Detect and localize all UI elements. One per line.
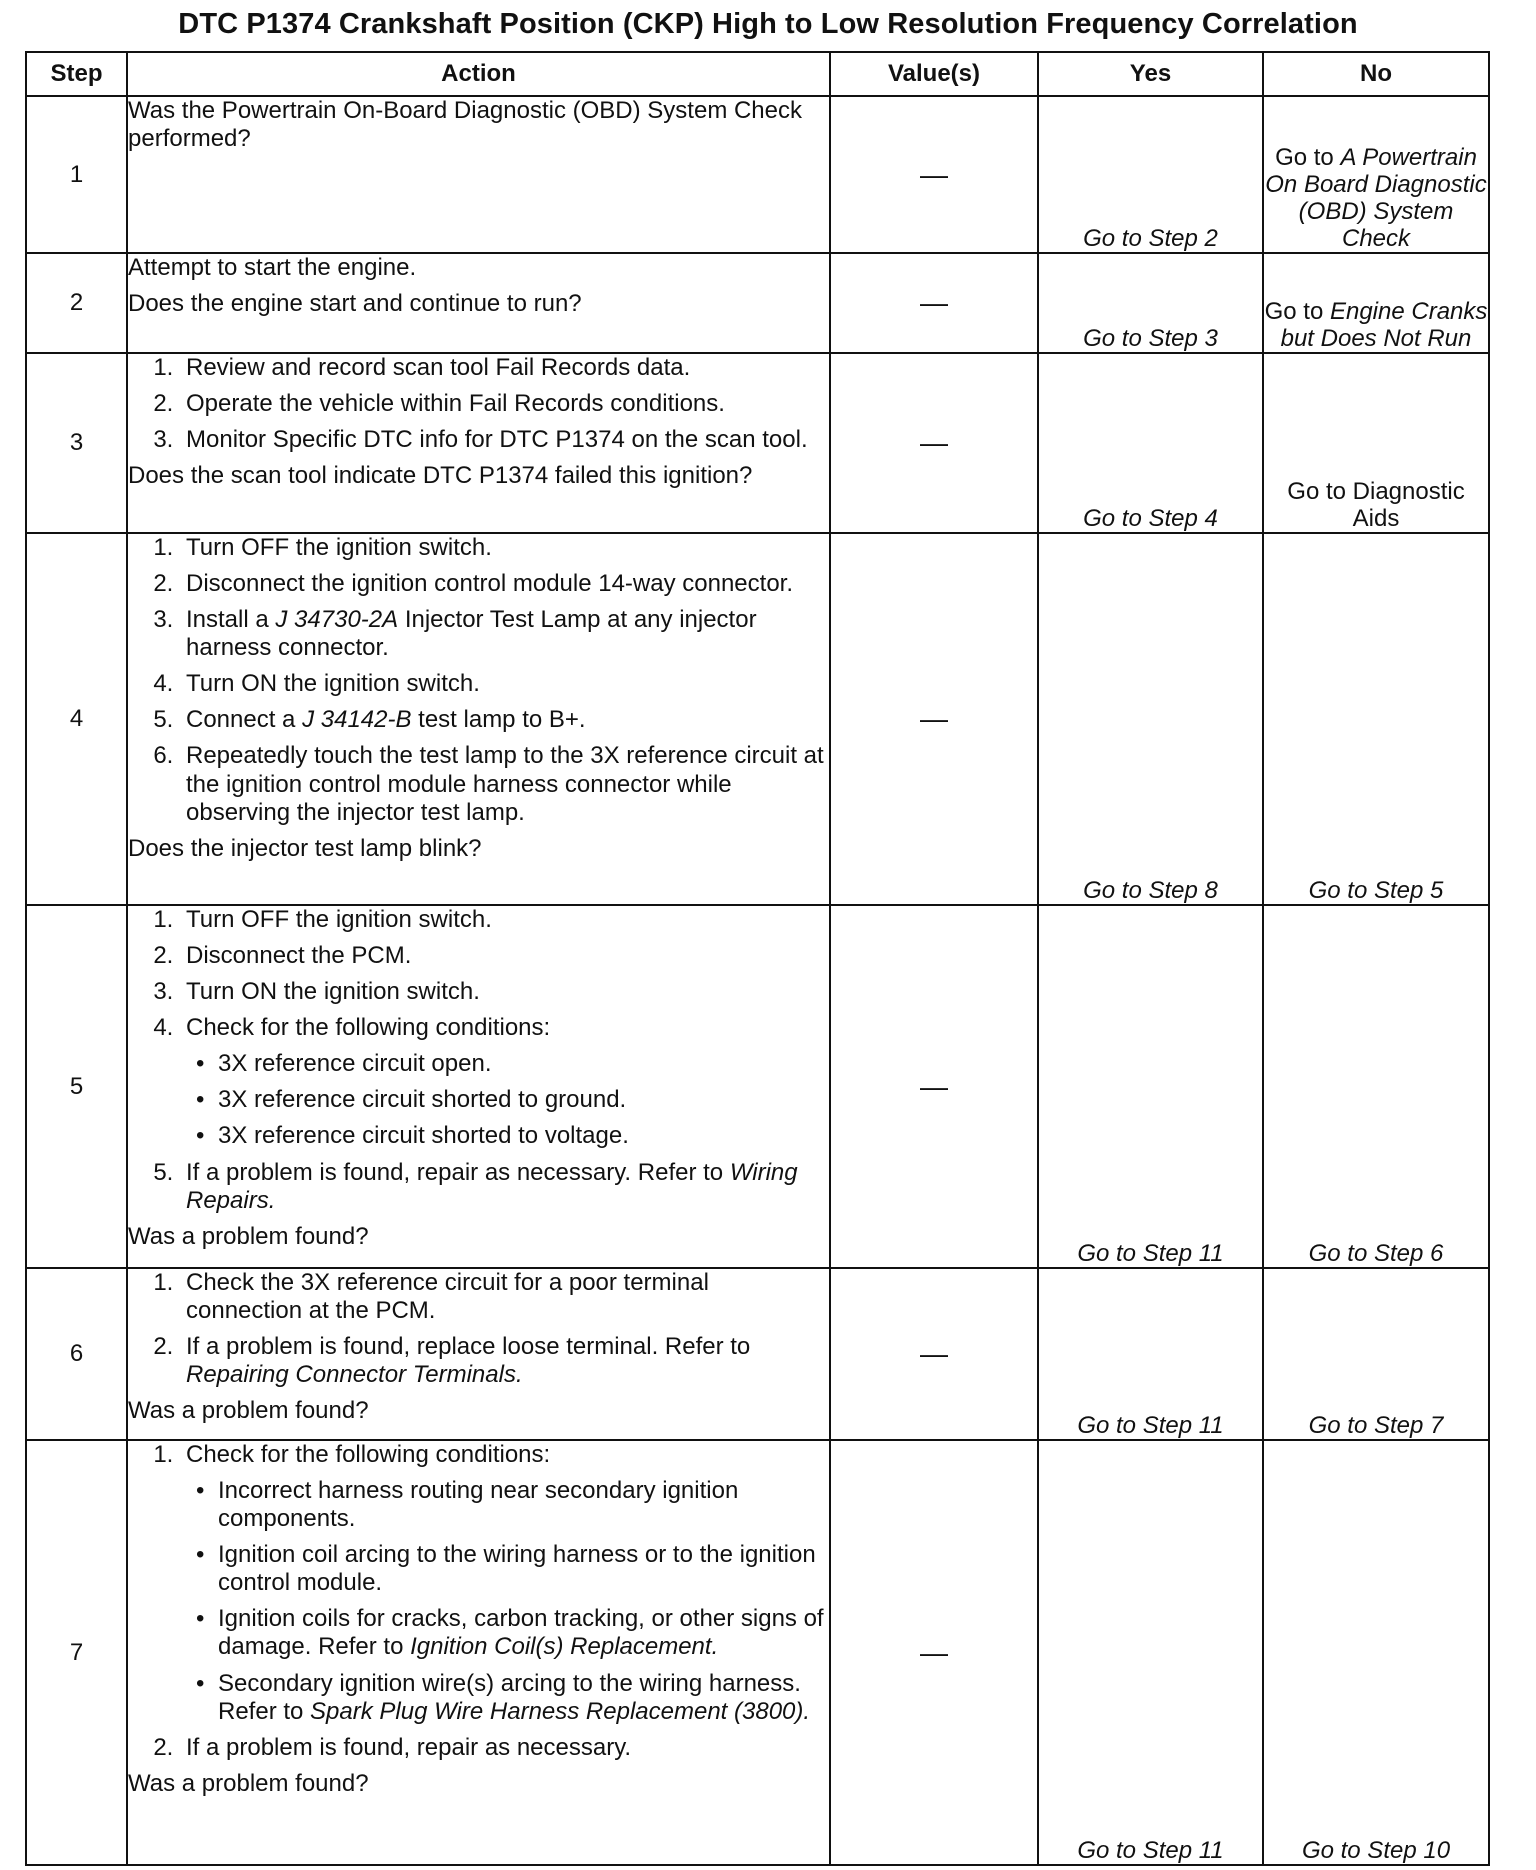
action-cell <box>127 533 830 905</box>
yes-cell: Go to Step 11 <box>1038 1440 1263 1865</box>
no-cell <box>1263 96 1489 253</box>
condition-item: • Ignition coil arcing to the wiring harness or to the ignition control module. <box>218 1541 829 1597</box>
doc-reference: Spark Plug Wire Harness Replacement (3800). <box>310 1697 811 1725</box>
item-text: Ignition coils for cracks, carbon tracking, or other signs of damage. Refer to <box>218 1605 824 1661</box>
diagnostic-table <box>25 51 1490 1866</box>
value-cell: — <box>830 1268 1038 1440</box>
action-cell <box>127 905 830 1268</box>
page-title: DTC P1374 Crankshaft Position (CKP) High to Low Resolution Frequency Correlation <box>178 8 1358 40</box>
action-question: Was a problem found? <box>128 1397 369 1425</box>
yes-cell: Go to Step 3 <box>1038 253 1263 353</box>
no-cell: Go to Step 7 <box>1263 1268 1489 1440</box>
action-list <box>128 534 829 827</box>
action-item: 6. Repeatedly touch the test lamp to the 3X reference circuit at the ignition control module harness connector while observing the injector test lamp. <box>180 742 829 826</box>
action-question: Was the Powertrain On-Board Diagnostic (OBD) System Check performed? <box>128 97 803 153</box>
value-cell: — <box>830 253 1038 353</box>
condition-item <box>218 1605 829 1661</box>
action-list <box>128 1269 829 1389</box>
item-text: Check for the following conditions: <box>186 1441 551 1468</box>
no-prefix: Go to <box>1275 143 1334 171</box>
action-item <box>180 1441 829 1726</box>
value-cell: — <box>830 1440 1038 1865</box>
action-question: Does the engine start and continue to run? <box>128 290 582 318</box>
item-text: If a problem is found, repair as necessary. Refer to <box>186 1158 724 1186</box>
step-number: 2 <box>26 253 127 353</box>
step-row-7 <box>26 1440 1489 1865</box>
item-text: Injector Test Lamp at any injector harness connector. <box>186 606 757 662</box>
action-item: 2. If a problem is found, repair as necessary. <box>180 1734 829 1762</box>
action-item: 3. Turn ON the ignition switch. <box>180 978 829 1006</box>
action-item <box>180 1159 829 1215</box>
step-number: 1 <box>26 96 127 253</box>
action-list <box>128 354 829 454</box>
header-action: Action <box>127 52 830 96</box>
yes-cell: Go to Step 2 <box>1038 96 1263 253</box>
action-item <box>180 1333 829 1389</box>
header-yes: Yes <box>1038 52 1263 96</box>
step-row-4 <box>26 533 1489 905</box>
step-row-1 <box>26 96 1489 253</box>
action-question: Does the scan tool indicate DTC P1374 failed this ignition? <box>128 462 753 490</box>
no-reference: Engine Cranks but Does Not Run <box>1280 297 1488 352</box>
condition-item: • 3X reference circuit open. <box>218 1050 829 1078</box>
tool-reference: J 34142-B <box>302 706 412 734</box>
no-cell: Go to Step 5 <box>1263 533 1489 905</box>
condition-list <box>186 1050 829 1150</box>
no-prefix: Go to <box>1264 297 1324 325</box>
yes-cell: Go to Step 4 <box>1038 353 1263 533</box>
no-cell: Go to Diagnostic Aids <box>1263 353 1489 533</box>
value-cell: — <box>830 533 1038 905</box>
action-cell <box>127 253 830 353</box>
header-no: No <box>1263 52 1489 96</box>
item-text: Install a <box>186 606 269 634</box>
step-row-6 <box>26 1268 1489 1440</box>
item-text: Secondary ignition wire(s) arcing to the wiring harness. Refer to <box>218 1669 801 1725</box>
item-text: test lamp to B+. <box>418 706 586 734</box>
no-cell <box>1263 253 1489 353</box>
action-cell <box>127 1268 830 1440</box>
action-instruction: Attempt to start the engine. <box>128 254 417 281</box>
action-list <box>128 1441 829 1762</box>
step-number: 5 <box>26 905 127 1268</box>
action-cell <box>127 96 830 253</box>
condition-item: • Incorrect harness routing near secondary ignition components. <box>218 1477 829 1533</box>
step-number: 7 <box>26 1440 127 1865</box>
step-row-2 <box>26 253 1489 353</box>
action-item <box>180 1014 829 1150</box>
step-number: 3 <box>26 353 127 533</box>
action-item: 4. Turn ON the ignition switch. <box>180 670 829 698</box>
value-cell: — <box>830 96 1038 253</box>
action-item: 1. Review and record scan tool Fail Records data. <box>180 354 829 382</box>
action-question: Was a problem found? <box>128 1769 369 1797</box>
action-item <box>180 606 829 662</box>
no-cell: Go to Step 6 <box>1263 905 1489 1268</box>
tool-reference: J 34730-2A <box>275 606 399 634</box>
step-row-3 <box>26 353 1489 533</box>
action-item: 2. Disconnect the ignition control module 14-way connector. <box>180 570 829 598</box>
condition-item: • 3X reference circuit shorted to ground. <box>218 1086 829 1114</box>
doc-reference: Ignition Coil(s) Replacement. <box>410 1633 719 1661</box>
action-item: 3. Monitor Specific DTC info for DTC P1374 on the scan tool. <box>180 426 829 454</box>
no-cell: Go to Step 10 <box>1263 1440 1489 1865</box>
action-item: 1. Turn OFF the ignition switch. <box>180 534 829 562</box>
action-question: Does the injector test lamp blink? <box>128 834 482 862</box>
action-item: 1. Check the 3X reference circuit for a poor terminal connection at the PCM. <box>180 1269 829 1325</box>
value-cell: — <box>830 353 1038 533</box>
action-cell <box>127 1440 830 1865</box>
yes-cell: Go to Step 8 <box>1038 533 1263 905</box>
item-text: If a problem is found, replace loose terminal. Refer to <box>186 1333 751 1361</box>
action-item <box>180 706 829 734</box>
condition-item: • 3X reference circuit shorted to voltage. <box>218 1122 829 1150</box>
item-text: Check for the following conditions: <box>186 1014 551 1042</box>
action-question: Was a problem found? <box>128 1222 369 1250</box>
yes-cell: Go to Step 11 <box>1038 905 1263 1268</box>
condition-item <box>218 1670 829 1726</box>
condition-list <box>186 1477 829 1726</box>
doc-reference: Repairing Connector Terminals. <box>186 1361 523 1389</box>
doc-reference: Wiring Repairs. <box>186 1158 798 1214</box>
action-item: 1. Turn OFF the ignition switch. <box>180 906 829 934</box>
header-row <box>26 52 1489 96</box>
step-number: 6 <box>26 1268 127 1440</box>
step-row-5 <box>26 905 1489 1268</box>
yes-cell: Go to Step 11 <box>1038 1268 1263 1440</box>
value-cell: — <box>830 905 1038 1268</box>
header-step: Step <box>26 52 127 96</box>
action-item: 2. Disconnect the PCM. <box>180 942 829 970</box>
header-value: Value(s) <box>830 52 1038 96</box>
item-text: Connect a <box>186 706 296 734</box>
action-cell <box>127 353 830 533</box>
step-number: 4 <box>26 533 127 905</box>
no-reference: A Powertrain On Board Diagnostic (OBD) System Check <box>1265 143 1487 252</box>
action-item: 2. Operate the vehicle within Fail Records conditions. <box>180 390 829 418</box>
action-list <box>128 906 829 1215</box>
